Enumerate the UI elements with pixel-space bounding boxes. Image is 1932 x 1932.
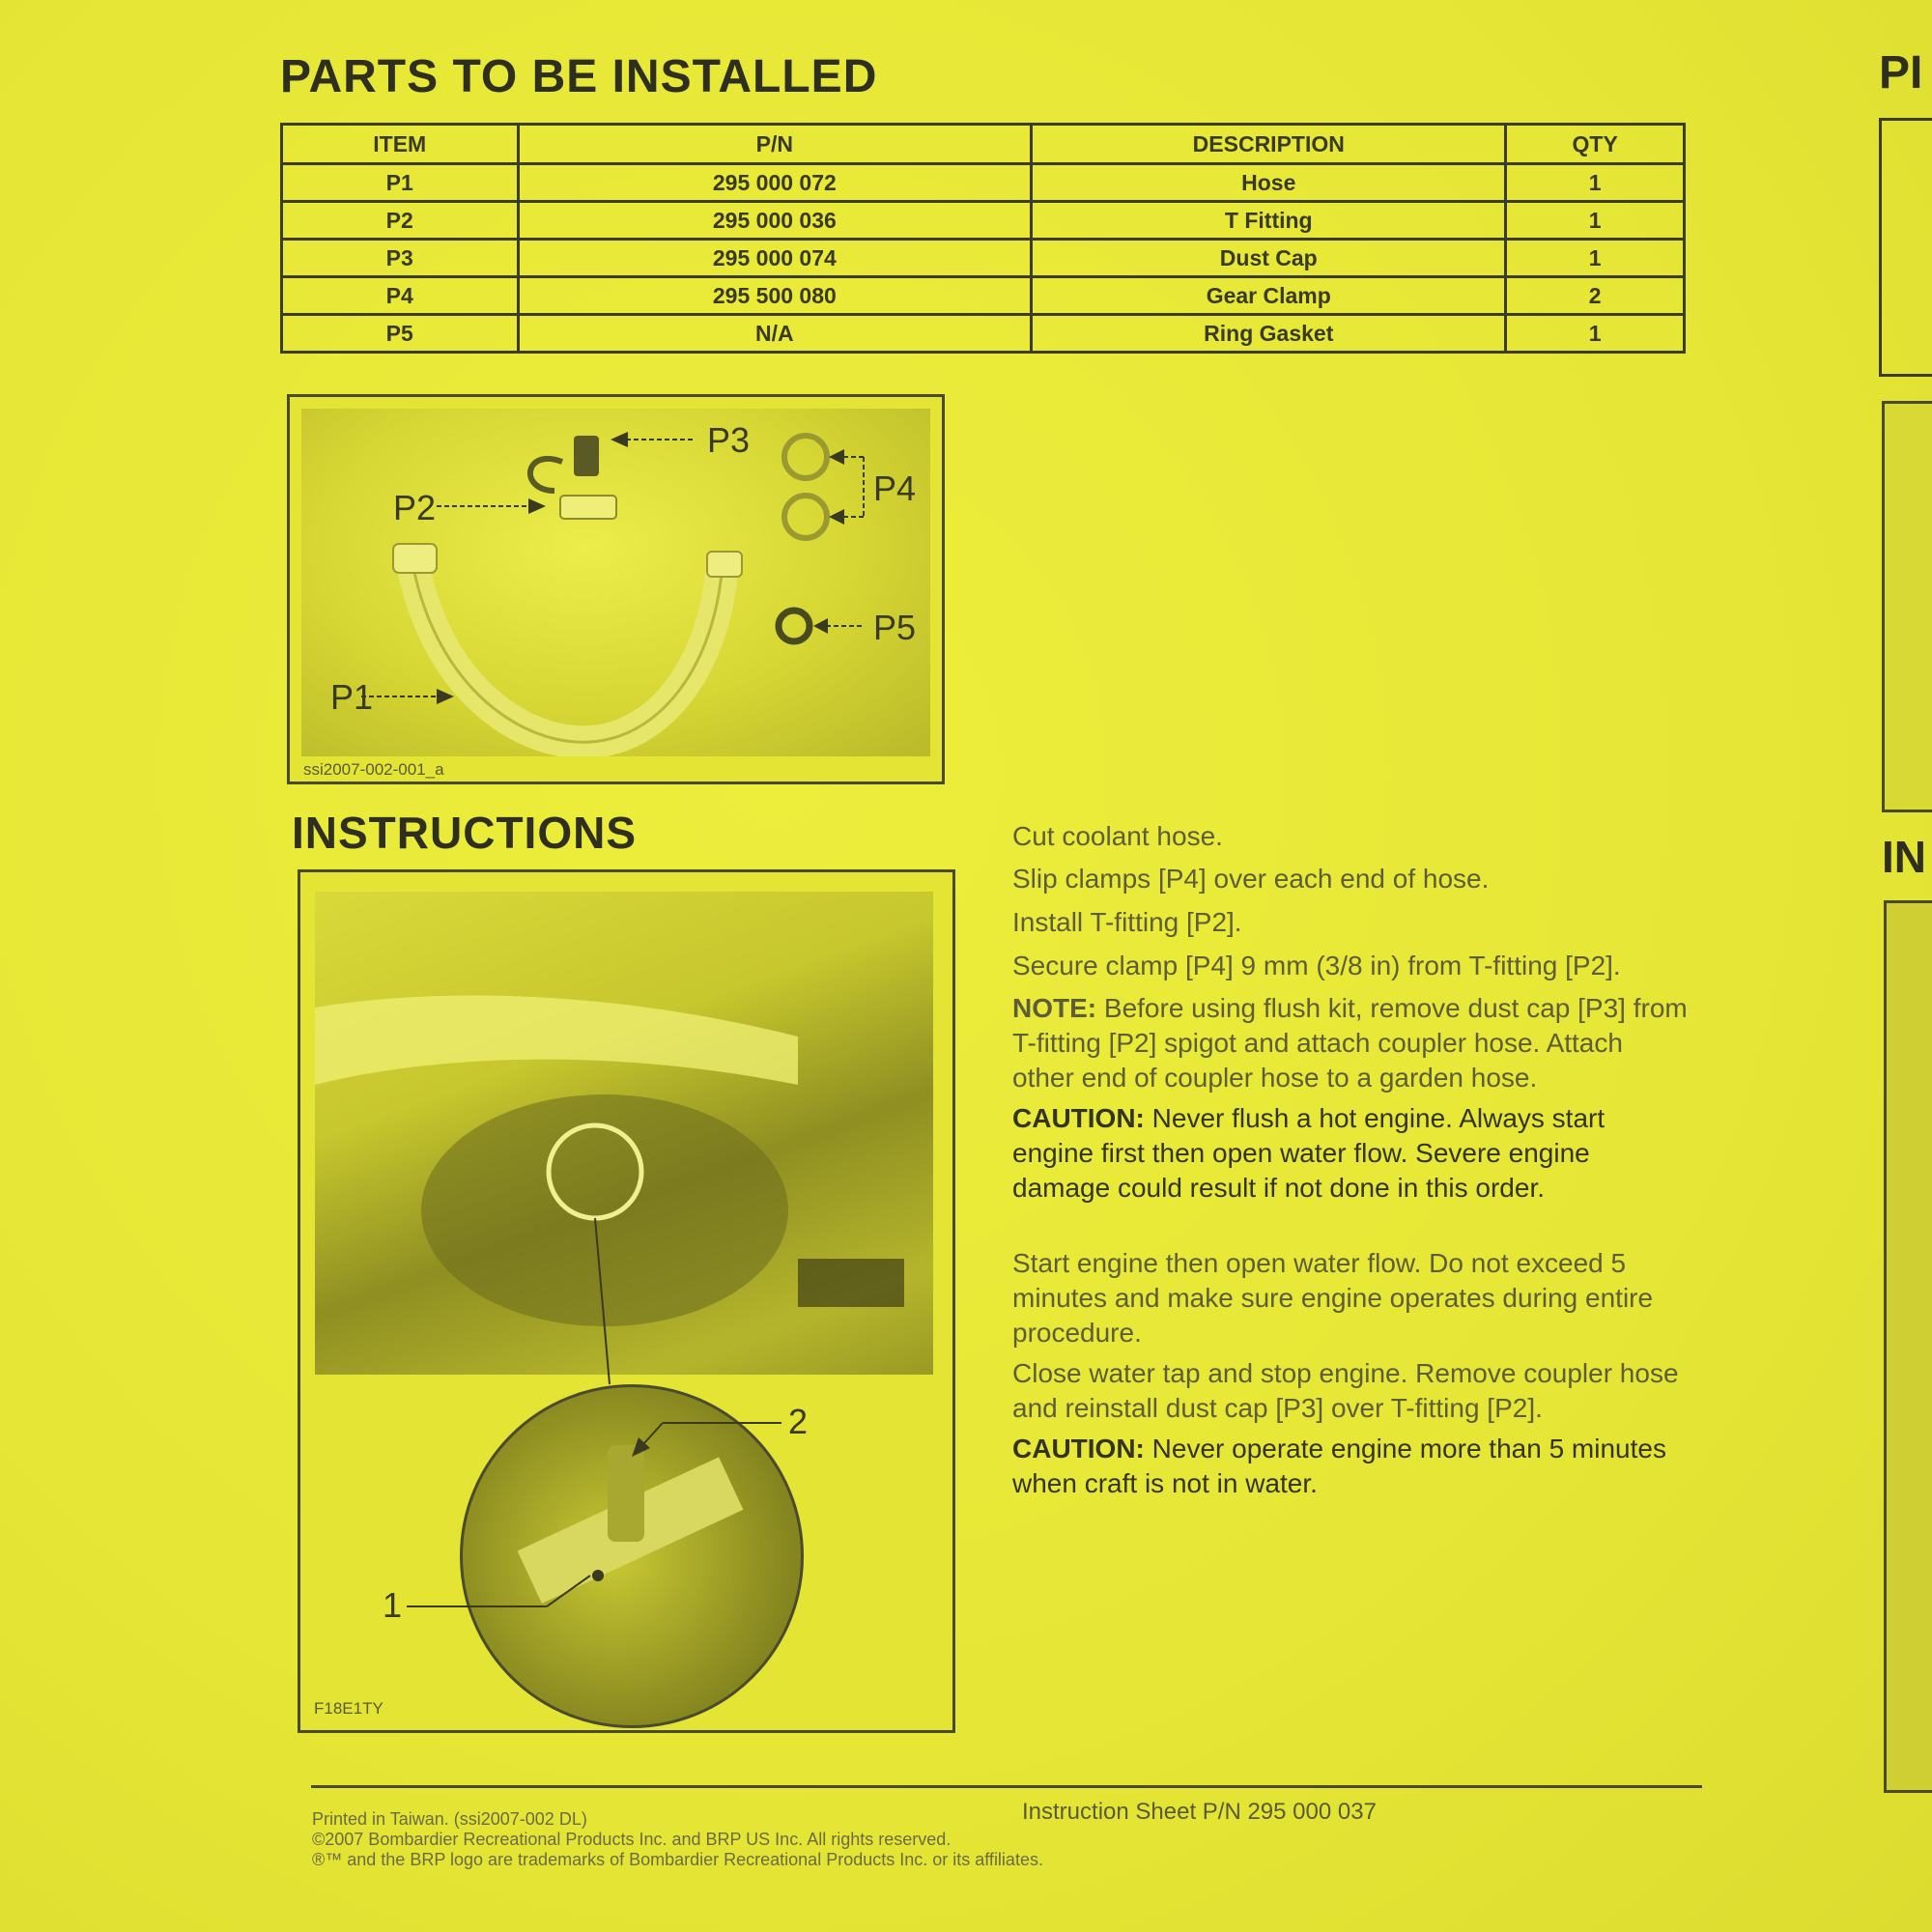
description-cell: Gear Clamp xyxy=(1032,277,1506,315)
caution-text: Never operate engine more than 5 minutes when craft is not in water. xyxy=(1012,1434,1666,1498)
qty-cell: 1 xyxy=(1506,202,1685,240)
table-row xyxy=(282,315,1685,353)
caution-paragraph-2 xyxy=(1012,1432,1689,1501)
table-row xyxy=(282,277,1685,315)
callout-p5: P5 xyxy=(873,608,917,647)
parts-illustration xyxy=(301,409,930,756)
item-cell: P5 xyxy=(282,315,519,353)
column-header-description: DESCRIPTION xyxy=(1032,125,1506,164)
callout-2: 2 xyxy=(788,1402,809,1441)
description-cell: Dust Cap xyxy=(1032,240,1506,277)
parts-photo xyxy=(301,409,930,756)
hose-fitting-left xyxy=(393,544,437,573)
item-cell: P4 xyxy=(282,277,519,315)
dust-cap-strap xyxy=(530,459,562,491)
table-row xyxy=(282,202,1685,240)
caution-text: Never flush a hot engine. Always start engine first then open water flow. Severe engine damage could result if not done in this order. xyxy=(1012,1103,1605,1203)
table-row xyxy=(282,164,1685,202)
part-number-cell: 295 000 036 xyxy=(518,202,1032,240)
step-close-water-tap: Close water tap and stop engine. Remove coupler hose and reinstall dust cap [P3] over T-fitting [P2]. xyxy=(1012,1358,1679,1423)
callout-p2: P2 xyxy=(393,488,437,527)
qty-cell: 1 xyxy=(1506,164,1685,202)
instructions-section-title: INSTRUCTIONS xyxy=(292,808,637,858)
step-start-engine: Start engine then open water flow. Do not exceed 5 minutes and make sure engine operates during entire procedure. xyxy=(1012,1248,1654,1348)
parts-figure xyxy=(287,394,945,784)
footer-printed-line: Printed in Taiwan. (ssi2007-002 DL) xyxy=(312,1809,587,1829)
t-fitting-shape xyxy=(560,496,616,519)
note-label: NOTE: xyxy=(1012,993,1097,1023)
column-header-pn: P/N xyxy=(518,125,1032,164)
step-cut-hose: Cut coolant hose. xyxy=(1012,821,1223,851)
description-cell: Ring Gasket xyxy=(1032,315,1506,353)
note-text: Before using flush kit, remove dust cap [P3] from T-fitting [P2] spigot and attach coupler hose. Attach other end of coupler hose to a garden hose. xyxy=(1012,993,1688,1093)
adjacent-page-figure-edge xyxy=(1882,401,1932,812)
clamp-shape-top xyxy=(784,436,827,478)
caution-label: CAUTION: xyxy=(1012,1434,1145,1463)
adjacent-page-title-fragment: PI xyxy=(1879,47,1923,99)
figure-code: ssi2007-002-001_a xyxy=(303,760,444,779)
table-row xyxy=(282,240,1685,277)
dust-cap-shape xyxy=(574,436,599,476)
ring-gasket-shape xyxy=(779,611,810,641)
footer-copyright-line: ©2007 Bombardier Recreational Products Inc. and BRP US Inc. All rights reserved. xyxy=(312,1830,952,1849)
figure-code: F18E1TY xyxy=(314,1699,384,1718)
item-cell: P1 xyxy=(282,164,519,202)
callout-1: 1 xyxy=(383,1585,403,1625)
description-cell: Hose xyxy=(1032,164,1506,202)
footer-trademark-line: ®™ and the BRP logo are trademarks of Bombardier Recreational Products Inc. or its affiliates. xyxy=(312,1850,1043,1869)
callout-p3: P3 xyxy=(707,420,751,460)
instruction-sheet-reference: Instruction Sheet P/N 295 000 037 xyxy=(1022,1799,1377,1825)
part-number-cell: 295 000 072 xyxy=(518,164,1032,202)
description-cell: T Fitting xyxy=(1032,202,1506,240)
table-header-row xyxy=(282,125,1685,164)
callout-p1: P1 xyxy=(330,677,374,717)
instructions-figure xyxy=(298,869,955,1733)
step-secure-clamp: Secure clamp [P4] 9 mm (3/8 in) from T-fitting [P2]. xyxy=(1012,951,1621,980)
part-number-cell: N/A xyxy=(518,315,1032,353)
adjacent-page-instructions-fragment: IN xyxy=(1882,832,1926,882)
hose-shape xyxy=(412,563,722,742)
footer-divider xyxy=(311,1785,1702,1788)
note-paragraph xyxy=(1012,991,1689,1095)
part-number-cell: 295 000 074 xyxy=(518,240,1032,277)
qty-cell: 1 xyxy=(1506,315,1685,353)
qty-cell: 2 xyxy=(1506,277,1685,315)
part-number-cell: 295 500 080 xyxy=(518,277,1032,315)
qty-cell: 1 xyxy=(1506,240,1685,277)
callout-p4: P4 xyxy=(873,469,917,508)
item-cell: P2 xyxy=(282,202,519,240)
hose-fitting-right xyxy=(707,552,742,577)
clamp-shape-bottom xyxy=(784,496,827,538)
step-install-t-fitting: Install T-fitting [P2]. xyxy=(1012,907,1242,937)
column-header-qty: QTY xyxy=(1506,125,1685,164)
caution-paragraph-1 xyxy=(1012,1101,1689,1206)
parts-section-title: PARTS TO BE INSTALLED xyxy=(280,51,878,102)
adjacent-page-table-edge xyxy=(1879,118,1932,377)
caution-label: CAUTION: xyxy=(1012,1103,1145,1133)
item-cell: P3 xyxy=(282,240,519,277)
column-header-item: ITEM xyxy=(282,125,519,164)
adjacent-page-instructions-figure-edge xyxy=(1884,900,1932,1793)
parts-table xyxy=(280,123,1686,354)
step-slip-clamps: Slip clamps [P4] over each end of hose. xyxy=(1012,864,1490,894)
